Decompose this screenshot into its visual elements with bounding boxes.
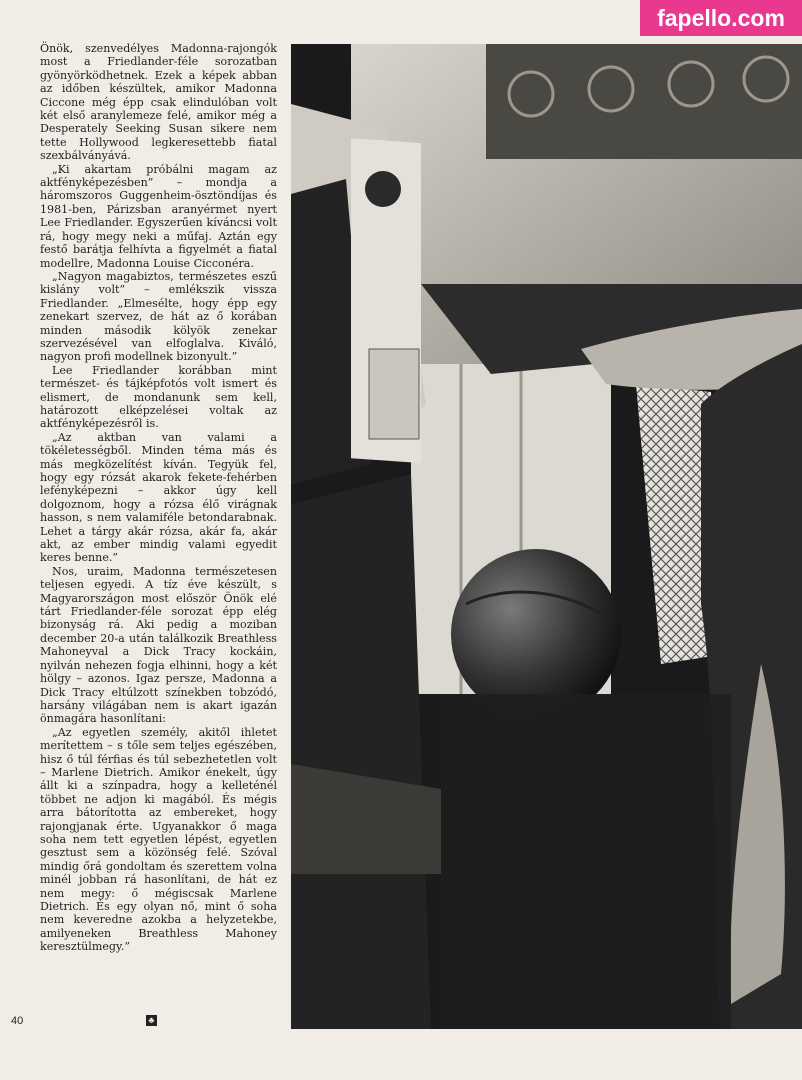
article-paragraph: Önök, szenvedélyes Madonna-rajongók most a Friedlander-féle sorozatban gyönyörködhetnek. Ezek a képek abban az időben készültek, amikor Madonna Ciccone még épp csak elindulóban volt két első aranylemeze felé, amikor még a Desperately Seeking Susan sikere nem tette Hollywood legkeresettebb fiatal szexbálványává.: [40, 42, 277, 163]
page-number: 40: [11, 1015, 24, 1027]
article-paragraph: „Nagyon magabiztos, természetes eszű kislány volt” – emlékszik vissza Friedlander. „Elmesélte, hogy épp egy zenekart szervez, de hát az ő korában minden második kölyök zenekar szervezésével van elfoglalva. Kiváló, nagyon profi modellnek bizonyult.”: [40, 269, 277, 364]
playboy-bunny-icon: ♣: [146, 1015, 157, 1026]
article-paragraph: Lee Friedlander korábban mint természet- és tájképfotós volt ismert és elismert, de mondanunk sem kell, határozott elképzelései voltak az aktfényképezésről is.: [40, 363, 277, 431]
article-paragraph: „Ki akartam próbálni magam az aktfényképezésben” – mondja a háromszoros Guggenheim-ösztöndíjas és 1981-ben, Párizsban aranyérmet nyert Lee Friedlander. Egyszerűen kíváncsi volt rá, hogy megy neki a műfaj. Aztán egy festő barátja felhívta a figyelmét a fiatal modellre, Madonna Louise Cicconéra.: [40, 162, 277, 270]
article-paragraph: „Az aktban van valami a tökéletességből. Minden téma más és más megközelítést kíván. Tegyük fel, hogy egy rózsát akarok fekete-fehérben lefényképezni – akkor úgy kell dolgoznom, hogy a rózsa élő virágnak hasson, s nem valamiféle betondarabnak. Lehet a tárgy akár rózsa, akár fa, akár akt, az ember mindig valami egyedit keres benne.”: [40, 430, 277, 565]
article-text-column: [40, 42, 277, 954]
article-paragraph: Nos, uraim, Madonna természetesen teljesen egyedi. A tíz éve készült, s Magyarországon most először Önök elé tárt Friedlander-féle sorozat épp elég bizonyság rá. Aki pedig a moziban december 20-a után találkozik Breathless Mahoneyval a Dick Tracy kockáin, nyilván nehezen fogja elhinni, hogy a két hölgy – azonos. Igaz persze, Madonna a Dick Tracy eltúlzott színekben tobzódó, harsány világában nem is akart igazán önmagára hasonlítani:: [40, 564, 277, 726]
black-white-photograph: [291, 44, 802, 1029]
article-paragraph: „Az egyetlen személy, akitől ihletet merítettem – s tőle sem teljes egészében, hisz ő túl férfias és túl sebezhetetlen volt – Marlene Dietrich. Amikor énekelt, úgy állt ki a színpadra, hogy a kelleténél többet ne adjon ki magából. És mégis arra bátorította az embereket, hogy rajongjanak érte. Ugyanakkor ő maga soha nem tett egyetlen lépést, egyetlen gesztust sem a közönség felé. Szóval mindig őrá gondoltam és szerettem volna minél jobban rá hasonlítani, de hát ez nem megy: ő mégiscsak Marlene Dietrich. És egy olyan nő, mint ő soha nem keveredne azokba a helyzetekbe, amilyeneken Breathless Mahoney keresztülmegy.”: [40, 725, 277, 954]
watermark-badge: fapello.com: [640, 0, 802, 36]
